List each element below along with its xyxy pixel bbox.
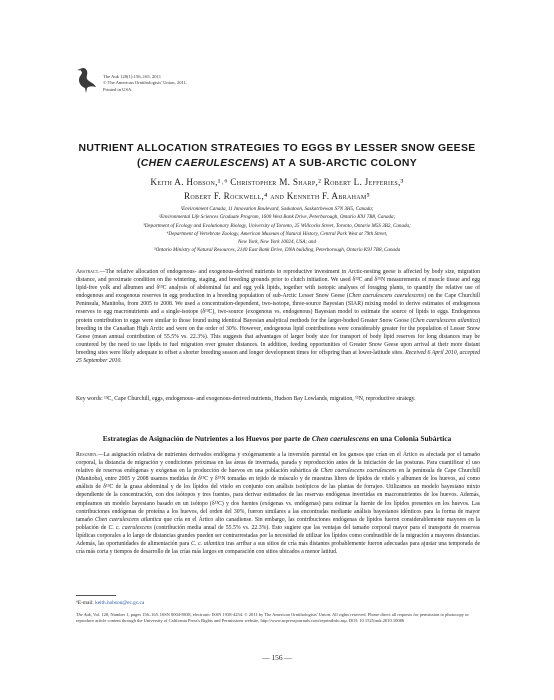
- email-link[interactable]: keith.hobson@ec.gc.ca: [95, 600, 145, 606]
- spanish-title-pre: Estrategias de Asignación de Nutrientes a los Huevos por parte de: [102, 434, 312, 443]
- affiliation-line: ³Department of Ecology and Evolutionary Biology, University of Toronto, 25 Willcocks Street, Toronto, Ontario M5S 3B2, Canada;: [143, 222, 411, 229]
- footer-journal: The Auk: [76, 612, 91, 617]
- footnote-divider: [76, 595, 116, 596]
- journal-line: The Auk 128(1):156–165, 2011: [103, 74, 162, 79]
- title-line-2-rest: ) AT A SUB-ARCTIC COLONY: [265, 158, 418, 169]
- species-name: Chen caerulescens caerulescens: [348, 293, 425, 300]
- authors-line-1: Keith A. Hobson,¹˒⁶ Christopher M. Sharp,² Robert L. Jefferies,³: [150, 177, 404, 187]
- resumen-text: tras arribar a sus sitios de cría más distantes probablemente fueron adecuadas para ajustar una temporada de cría más corta y tiempos de desarrollo de las crías más largos en comparación con sitios ubicados a menor latitud.: [76, 541, 481, 556]
- affiliation-line: ⁵Ontario Ministry of Natural Resources, 2140 East Bank Drive, DNA building, Peterborough, Ontario K9J 7B8, Canada: [153, 247, 401, 254]
- article-title: [40, 141, 514, 171]
- affiliation-line: ¹Environment Canada, 11 Innovation Boulevard, Saskatoon, Saskatchewan S7N 3H5, Canada;: [180, 206, 374, 212]
- title-paren: (: [136, 158, 141, 169]
- resumen: [76, 451, 480, 556]
- spanish-title-species: Chen caerulescens: [311, 434, 370, 443]
- article-footer: [76, 612, 480, 625]
- abstract-text: ) on the Cape Churchill Peninsula, Manitoba, from 2005 to 2008. We used a concentration-dependent, two-isotope, three-source Bayesian (SIAR) mixing model to derive estimates of endogenous reserves to egg macronutrients and a single-isotope (δ¹³C), two-source (exogenous vs. endogenous) Bayesian model to estimate the source of lipids to eggs. Endogenous protein contribution to eggs were similar to those found using identical Bayesian analytical methods for the larger-bodied Greater Snow Goose (: [76, 293, 481, 324]
- abstract-heading: Abstract.: [76, 269, 100, 275]
- journal-printed: Printed in USA.: [103, 86, 133, 92]
- affiliation-line: ²Environmental Life Sciences Graduate Program, 1600 West Bank Drive, Peterborough, Ontario K9J 7B8, Canada;: [158, 214, 396, 221]
- key-words: Key words: ¹³C, Cape Churchill, eggs, endogenous- and exogenous-derived nutrients, Hudson Bay Lowlands, migration, ¹⁵N, reproductive strategy.: [76, 396, 416, 402]
- affiliation-line: ⁴Department of Vertebrate Zoology, American Museum of Natural History, Central Park West at 79th Street,: [166, 230, 388, 237]
- authors-line-2: Robert F. Rockwell,⁴ and Kenneth F. Abraham⁵: [183, 191, 370, 201]
- journal-copyright: © The American Ornithologists' Union, 2011.: [103, 80, 188, 86]
- received-date: Received 6 April 2010, accepted 25 September 2010.: [76, 349, 480, 365]
- species-name: Chen caerulescens atlantica: [95, 516, 162, 523]
- spanish-title-post: en una Colonia Subártica: [369, 434, 452, 443]
- abstract-text: —The relative allocation of endogenous- and exogenous-derived nutrients to reproductive investment in Arctic-nesting geese is affected by body size, migration distance, and proximate condition on the wintering, staging, and breeding grounds prior to clutch initiation. We used δ¹³C and δ¹⁵N measurements of muscle tissue and egg lipid-free yolk and albumen and δ¹³C analysis of abdominal fat and egg yolk lipids, together with isotopic analyses of foraging plants, to quantify the relative use of endogenous and exogenous reserves in egg production in a breeding population of sub-Arctic Lesser Snow Geese (: [76, 269, 480, 300]
- resumen-text: —La asignación relativa de nutrientes derivados endógena y exógenamente a la inversión parental en los gansos que crían en el Ártico es afectada por el tamaño corporal, la distancia de migración y condiciones próximas en las áreas de invernada, parada y reproducción antes de la iniciación de las posturas. Para cuantificar el uso relativo de reservas endógenas y exógenas en la producción de huevos en una población subártica de: [76, 452, 480, 475]
- spanish-title: [60, 434, 494, 443]
- journal-citation: [103, 74, 187, 93]
- resumen-heading: Resumen.: [76, 452, 98, 458]
- title-line-2: [40, 156, 514, 171]
- species-name: C. c. atlantica: [191, 541, 225, 548]
- title-line-1: NUTRIENT ALLOCATION STRATEGIES TO EGGS BY LESSER SNOW GEESE: [78, 143, 476, 154]
- abstract: [76, 268, 480, 365]
- footer-text: , Vol. 128, Number 1, pages 156–165. ISSN 0004-8038, electronic ISSN 1938-4254. © 2011 by The American Ornithologists' Union. All rights reserved. Please direct all requests for permission to photocopy or reproduce article content through the University of California Press's Rights and Permissions website, http://www.ucpressjournals.com/reprintInfo.asp. DOI: 10.1525/auk.2010.10086: [76, 612, 469, 624]
- species-name: C. c. caerulescens: [108, 524, 152, 531]
- species-name: Chen caerulescens caerulescens: [320, 468, 397, 475]
- title-species: CHEN CAERULESCENS: [140, 158, 266, 169]
- resumen-text: que cría en el Ártico alto canadiense. Sin embargo, las contribuciones endógenas de lípidos fueron considerablemente mayores en la población de: [76, 516, 480, 531]
- footnote-email: [76, 600, 144, 606]
- author-list: [40, 175, 514, 203]
- page-number: — 156 —: [262, 653, 292, 662]
- abstract-text: ) breeding in the Canadian High Arctic and were on the order of 30%. However, endogenous lipid contributions were considerably greater for the population of Lesser Snow Geese (mean annual contribution of 55.5% vs. 22.3%). This suggests that advantages of larger body size for transport of body lipid reserves for long distances may be countered by the need to use lipids to fuel migration over greater distances. In addition, feeding opportunities of Greater Snow Geese upon arrival at their more distant breeding sites were likely adequate to offset a shorter breeding season and longer development times for offspring than at lower-latitude sites.: [76, 317, 480, 356]
- affiliation-line: New York, New York 10024, USA; and: [237, 239, 317, 246]
- journal-logo-icon: [74, 65, 98, 95]
- affiliations: [60, 205, 494, 255]
- resumen-text: en la península de Cape Churchill (Manitoba), entre 2005 y 2008 usamos medidas de δ¹³C y δ¹⁵N tomadas en tejido de músculo y de muestras libres de lípidos de vitelo y albumen de los huevos, así como análisis de δ¹³C de la grasa abdominal y de los lípidos del vitelo en conjunto con análisis isotópicos de las plantas de forrajeo. Utilizamos un modelo bayesiano mixto dependiente de la concentración, con dos isótopos y tres fuentes, para derivar estimados de las reservas endógenas invertidas en macronutrientes de los huevos. Además, empleamos un modelo bayesiano basado en un isótopo (δ¹³C) y dos fuentes (exógenas vs. endógenas) para estimar la fuente de los lípidos presentes en los huevos. Las contribuciones endógenas de proteína a los huevos, del orden del 30%, fueron similares a las encontradas mediante análisis bayesianos idénticos para la forma de mayor tamaño: [76, 468, 481, 523]
- species-name: Chen caerulescens atlantica: [412, 317, 479, 324]
- email-label: ⁶E-mail:: [76, 600, 96, 606]
- resumen-text: (contribución media anual de 55.5% vs. 22.3%). Esto sugiere que las ventajas del tamaño corporal mayor para el transporte de reservas lipídicas corporales a lo largo de distancias grandes pueden ser contrarrestadas por la necesidad de utilizar los lípidos como combustible de la migración a mayores distancias. Además, las oportunidades de alimentación para: [76, 524, 480, 548]
